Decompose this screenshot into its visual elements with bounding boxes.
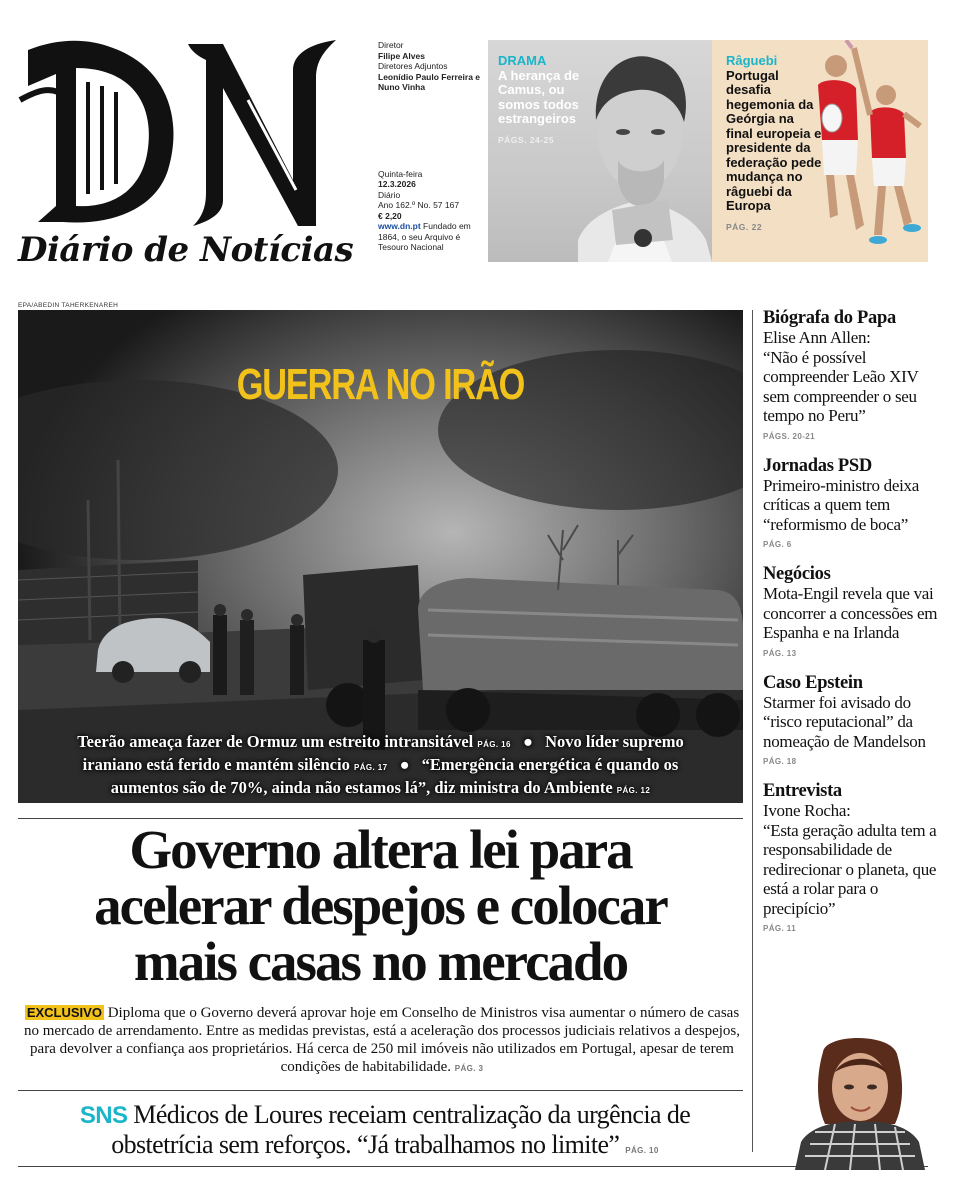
promo-rugby-text (726, 54, 822, 234)
caption-ormuz[interactable]: Teerão ameaça fazer de Ormuz um estreito intransitável (77, 732, 474, 751)
sidebar-item-pope-biographer[interactable] (763, 308, 943, 441)
price: € 2,20 (378, 210, 402, 221)
headline-line: acelerar despejos e colocar (94, 875, 667, 936)
sidebar-item-business[interactable] (763, 564, 943, 658)
secondary-kicker: SNS (79, 1102, 128, 1129)
exclusive-badge: EXCLUSIVO (26, 1005, 102, 1020)
issue-number: Ano 162.º No. 57 167 (378, 200, 460, 210)
lead-text: Diploma que o Governo deverá aprovar hoje em Conselho de Ministros visa aumentar o número de casas no mercado de arrendamento. Entre as medidas previstas, está a aceleração dos processos judiciais relativos a despejos, para devolver a confiança aos proprietários. Há cerca de 250 mil imóveis não utilizados em Portugal, apesar de terem condições de habitabilidade. (24, 1005, 740, 1075)
caption-supreme-leader-page: PÁG. 17 (353, 763, 388, 772)
weekday: Quinta-feira (378, 168, 423, 179)
sidebar-item-psd[interactable] (763, 456, 943, 550)
secondary-story[interactable] (40, 1100, 730, 1165)
director-name: Filipe Alves (378, 50, 425, 61)
promo-rugby-title: Portugal desafia hegemonia da Geórgia na final europeia e presidente da federação pede mudança no râguebi da Europa (726, 67, 822, 213)
sidebar-item-text: “Esta geração adulta tem a responsabilidade de redirecionar o planeta, que está a rolar para o precipício” (763, 820, 937, 918)
promo-drama-kicker: DRAMA (498, 53, 547, 68)
sidebar-item-text: Starmer foi avisado do “risco reputacional” da nomeação de Mandelson (763, 692, 926, 751)
sidebar-item-head: Jornadas PSD (763, 455, 872, 476)
promo-rugby-kicker: Râguebi (726, 53, 778, 68)
lead-page: PÁG. 3 (454, 1064, 484, 1073)
sidebar-item-head: Caso Epstein (763, 672, 863, 693)
promo-rugby-page: PÁG. 22 (726, 221, 763, 232)
sidebar-item-sub: Elise Ann Allen: (763, 328, 871, 347)
sidebar-item-text: Primeiro-ministro deixa críticas a quem tem “reformismo de boca” (763, 475, 919, 534)
main-headline[interactable] (18, 819, 743, 992)
main-photo[interactable] (18, 310, 743, 803)
promo-rugby[interactable] (712, 40, 928, 262)
caption-supreme-leader[interactable]: Novo líder supremo iraniano está ferido e mantém silêncio (82, 732, 684, 774)
photo-kicker: GUERRA NO IRÃO (236, 360, 525, 409)
promo-drama-title: A herança de Camus, ou somos todos estrangeiros (498, 67, 580, 126)
issue-date: 12.3.2026 (378, 179, 416, 189)
sidebar-item-epstein[interactable] (763, 673, 943, 767)
sidebar-item-page: PÁGS. 20-21 (763, 431, 815, 441)
photo-captions: Teerão ameaça fazer de Ormuz um estreito intransitável PÁG. 16 ● Novo líder supremo iraniano está ferido e mantém silêncio PÁG. 17 ● “Emergência energética é quando os aumentos são de 70%, ainda não estamos lá”, diz ministra do Ambiente PÁG. 12 (77, 732, 684, 797)
deputies-names: Leonídio Paulo Ferreira e Nuno Vinha (378, 71, 481, 92)
edition-info (378, 40, 483, 253)
sidebar-item-page: PÁG. 6 (763, 540, 792, 549)
divider (18, 1090, 743, 1091)
headline-line: mais casas no mercado (133, 931, 628, 992)
sidebar-item-text: Mota-Engil revela que vai concorrer a concessões em Espanha e na Irlanda (763, 584, 938, 642)
newspaper-name: Diário de Notícias (18, 230, 354, 270)
founded-note: Fundado em 1864, o seu Arquivo é Tesouro Nacional (378, 221, 471, 252)
sidebar-item-head: Entrevista (763, 781, 842, 801)
deputies-label: Diretores Adjuntos (378, 61, 448, 71)
sidebar (763, 308, 943, 948)
caption-ormuz-page: PÁG. 16 (477, 740, 511, 749)
sidebar-item-interview[interactable] (763, 781, 943, 933)
sidebar-item-page: PÁG. 18 (763, 757, 797, 766)
caption-energy-emergency[interactable]: “Emergência energética é quando os aumentos são de 70%, ainda não estamos lá”, diz ministra do Ambiente (110, 755, 679, 797)
masthead-logo[interactable] (18, 30, 354, 270)
promo-drama-text (498, 54, 586, 147)
frequency: Diário (378, 189, 401, 200)
secondary-text: Médicos de Loures receiam centralização da urgência de obstetrícia sem reforços. “Já trabalhamos no limite” (111, 1100, 691, 1159)
column-divider (752, 310, 753, 1152)
sidebar-item-page: PÁG. 11 (763, 924, 797, 933)
sidebar-item-page: PÁG. 13 (763, 648, 797, 658)
secondary-page: PÁG. 10 (625, 1146, 659, 1155)
promo-drama[interactable] (488, 40, 712, 262)
headline-line: Governo altera lei para (129, 819, 632, 880)
sidebar-item-head: Negócios (763, 564, 831, 584)
caption-energy-emergency-page: PÁG. 12 (616, 786, 651, 795)
promo-drama-page: PÁGS. 24-25 (498, 134, 555, 145)
director-label: Diretor (378, 40, 404, 50)
lead-paragraph (22, 1004, 742, 1078)
interviewee-portrait (795, 1032, 925, 1170)
sidebar-item-sub: Ivone Rocha: (763, 801, 851, 820)
young-man-photo (568, 40, 712, 262)
divider (18, 1166, 928, 1167)
sidebar-item-head: Biógrafa do Papa (763, 308, 896, 328)
website-link[interactable]: www.dn.pt (378, 221, 421, 231)
sidebar-item-text: “Não é possível compreender Leão XIV sem compreender o seu tempo no Peru” (763, 347, 919, 425)
dn-monogram (18, 30, 348, 230)
photo-credit: EPA/ABEDIN TAHERKENAREH (18, 302, 119, 309)
rugby-players-photo (808, 40, 928, 262)
